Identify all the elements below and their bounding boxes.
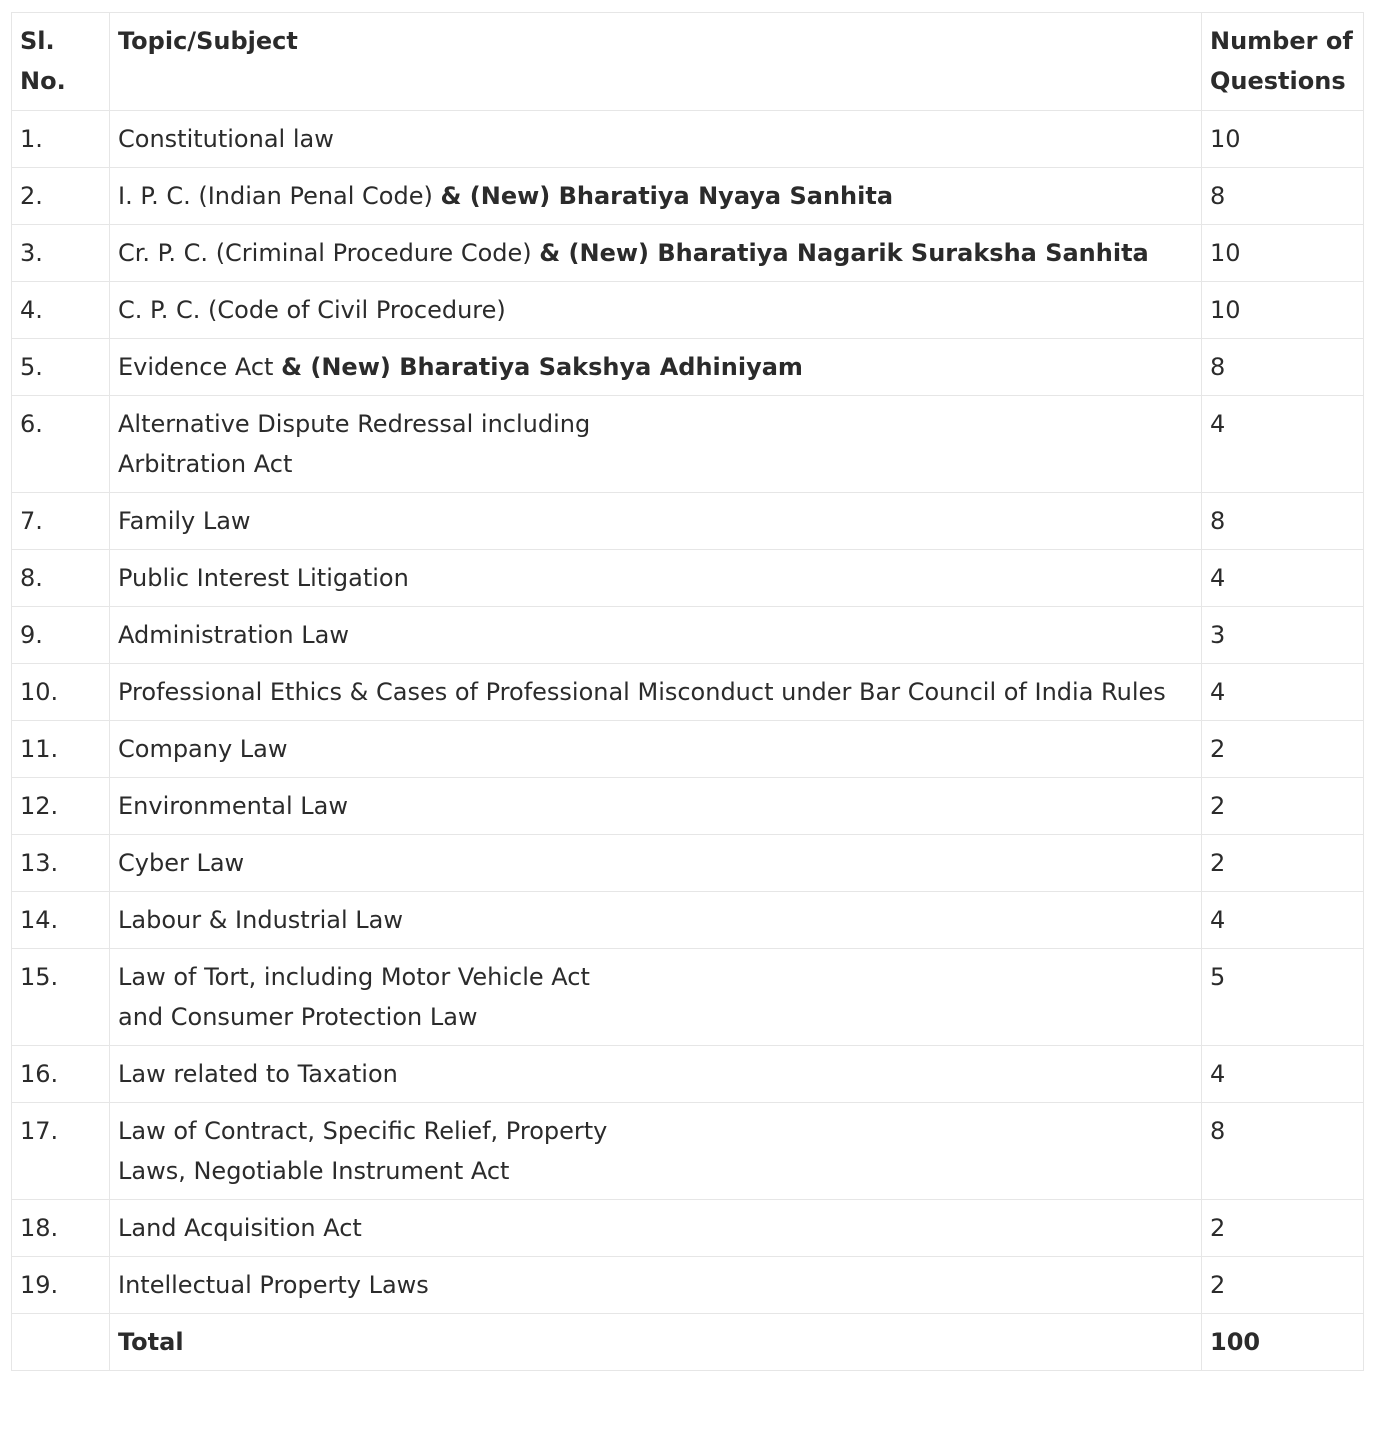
topic-text: Public Interest Litigation [118, 564, 409, 592]
question-count: 10 [1202, 225, 1364, 282]
question-count: 4 [1202, 550, 1364, 607]
question-count: 2 [1202, 721, 1364, 778]
serial-number: 10. [12, 664, 110, 721]
header-sl-no: Sl. No. [12, 13, 110, 111]
topic-text: Administration Law [118, 621, 349, 649]
table-body [12, 111, 1364, 1371]
topic-text: Environmental Law [118, 792, 348, 820]
topic-cell [110, 168, 1202, 225]
serial-number: 3. [12, 225, 110, 282]
serial-number: 13. [12, 835, 110, 892]
table-row [12, 721, 1364, 778]
question-count: 2 [1202, 1257, 1364, 1314]
question-count: 4 [1202, 396, 1364, 493]
serial-number: 6. [12, 396, 110, 493]
table-row [12, 282, 1364, 339]
total-serial [12, 1314, 110, 1371]
topic-cell [110, 550, 1202, 607]
serial-number: 15. [12, 949, 110, 1046]
header-topic-subject: Topic/Subject [110, 13, 1202, 111]
table-row [12, 396, 1364, 493]
topic-cell [110, 835, 1202, 892]
table-row [12, 949, 1364, 1046]
table-row [12, 111, 1364, 168]
topic-new-code-text: & (New) Bharatiya Nagarik Suraksha Sanhita [539, 239, 1149, 267]
serial-number: 7. [12, 493, 110, 550]
serial-number: 18. [12, 1200, 110, 1257]
total-row [12, 1314, 1364, 1371]
serial-number: 9. [12, 607, 110, 664]
question-count: 4 [1202, 664, 1364, 721]
header-number-of-questions: Number of Questions [1202, 13, 1364, 111]
topic-text: Intellectual Property Laws [118, 1271, 429, 1299]
topic-cell [110, 1046, 1202, 1103]
topic-new-code-text: & (New) Bharatiya Nyaya Sanhita [440, 182, 894, 210]
question-distribution-table [11, 12, 1364, 1371]
topic-cell [110, 664, 1202, 721]
question-count: 4 [1202, 1046, 1364, 1103]
table-row [12, 892, 1364, 949]
topic-new-code-text: & (New) Bharatiya Sakshya Adhiniyam [281, 353, 803, 381]
serial-number: 17. [12, 1103, 110, 1200]
topic-text: Professional Ethics & Cases of Professional Misconduct under Bar Council of India Rules [118, 678, 1166, 706]
topic-cell [110, 1200, 1202, 1257]
topic-text: Law related to Taxation [118, 1060, 398, 1088]
topic-text: C. P. C. (Code of Civil Procedure) [118, 296, 506, 324]
topic-cell [110, 949, 1202, 1046]
topic-text: Alternative Dispute Redressal including Arbitration Act [118, 410, 591, 478]
serial-number: 1. [12, 111, 110, 168]
page [11, 12, 1363, 1371]
question-count: 8 [1202, 493, 1364, 550]
question-count: 8 [1202, 339, 1364, 396]
topic-text: Evidence Act [118, 353, 282, 381]
serial-number: 19. [12, 1257, 110, 1314]
table-row [12, 550, 1364, 607]
topic-cell [110, 1103, 1202, 1200]
table-header-row [12, 13, 1364, 111]
topic-text: Law of Contract, Specific Relief, Property Laws, Negotiable Instrument Act [118, 1117, 608, 1185]
topic-cell [110, 892, 1202, 949]
topic-cell [110, 339, 1202, 396]
serial-number: 8. [12, 550, 110, 607]
topic-text: Labour & Industrial Law [118, 906, 403, 934]
topic-text: Cyber Law [118, 849, 245, 877]
table-row [12, 835, 1364, 892]
topic-cell [110, 778, 1202, 835]
serial-number: 4. [12, 282, 110, 339]
topic-cell [110, 396, 1202, 493]
serial-number: 14. [12, 892, 110, 949]
topic-text: Family Law [118, 507, 251, 535]
table-row [12, 168, 1364, 225]
topic-text: I. P. C. (Indian Penal Code) [118, 182, 441, 210]
table-row [12, 778, 1364, 835]
question-count: 8 [1202, 1103, 1364, 1200]
question-count: 2 [1202, 835, 1364, 892]
total-count: 100 [1202, 1314, 1364, 1371]
table-row [12, 493, 1364, 550]
serial-number: 11. [12, 721, 110, 778]
topic-text: Constitutional law [118, 125, 334, 153]
question-count: 10 [1202, 111, 1364, 168]
table-row [12, 339, 1364, 396]
question-count: 8 [1202, 168, 1364, 225]
topic-cell [110, 225, 1202, 282]
topic-cell [110, 282, 1202, 339]
topic-text: Land Acquisition Act [118, 1214, 362, 1242]
question-count: 3 [1202, 607, 1364, 664]
topic-cell [110, 607, 1202, 664]
table-row [12, 1200, 1364, 1257]
question-count: 4 [1202, 892, 1364, 949]
question-count: 10 [1202, 282, 1364, 339]
table-row [12, 225, 1364, 282]
table-row [12, 607, 1364, 664]
topic-text: Company Law [118, 735, 288, 763]
topic-text: Cr. P. C. (Criminal Procedure Code) [118, 239, 540, 267]
serial-number: 5. [12, 339, 110, 396]
topic-cell [110, 721, 1202, 778]
question-count: 5 [1202, 949, 1364, 1046]
table-row [12, 1046, 1364, 1103]
topic-text: Law of Tort, including Motor Vehicle Act and Consumer Protection Law [118, 963, 590, 1031]
topic-cell [110, 111, 1202, 168]
topic-cell [110, 1257, 1202, 1314]
serial-number: 2. [12, 168, 110, 225]
total-label: Total [110, 1314, 1202, 1371]
table-row [12, 1103, 1364, 1200]
serial-number: 12. [12, 778, 110, 835]
question-count: 2 [1202, 1200, 1364, 1257]
topic-cell [110, 493, 1202, 550]
serial-number: 16. [12, 1046, 110, 1103]
question-count: 2 [1202, 778, 1364, 835]
table-row [12, 1257, 1364, 1314]
table-row [12, 664, 1364, 721]
